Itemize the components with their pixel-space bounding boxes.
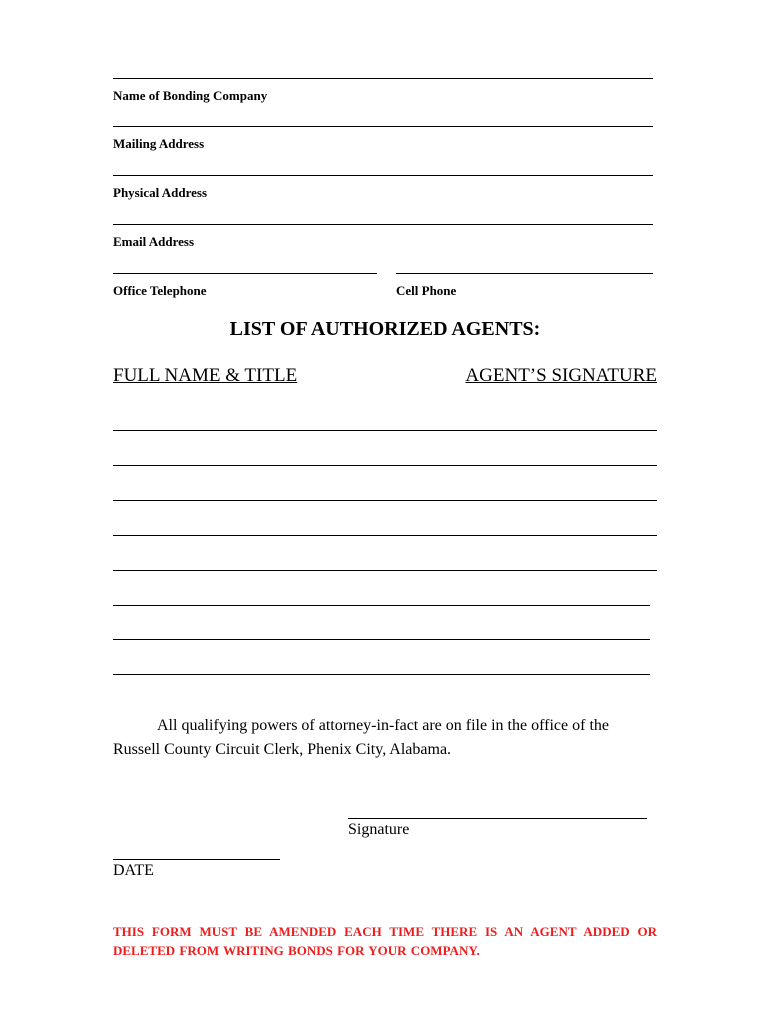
bonding-company-field[interactable] — [113, 78, 653, 103]
powers-of-attorney-statement: All qualifying powers of attorney-in-fact are on file in the office of the Russell County Circuit Clerk, Phenix City, Alabama. — [113, 717, 609, 758]
agent-entry-line[interactable] — [113, 465, 657, 466]
mailing-address-line[interactable] — [113, 126, 653, 127]
agent-entry-line[interactable] — [113, 674, 650, 675]
agent-entry-line[interactable] — [113, 430, 657, 431]
mailing-address-label: Mailing Address — [113, 136, 205, 151]
amendment-notice: THIS FORM MUST BE AMENDED EACH TIME THERE IS AN AGENT ADDED OR DELETED FROM WRITING BONDS FOR YOUR COMPANY. — [113, 924, 657, 958]
cell-phone-field[interactable] — [396, 273, 653, 298]
date-label: DATE — [113, 862, 154, 879]
agent-entry-line[interactable] — [113, 570, 657, 571]
cell-phone-line[interactable] — [396, 273, 653, 274]
agent-entry-line[interactable] — [113, 500, 657, 501]
mailing-address-field[interactable] — [113, 126, 653, 151]
office-telephone-label: Office Telephone — [113, 283, 207, 298]
cell-phone-label: Cell Phone — [396, 283, 457, 298]
bonding-company-line[interactable] — [113, 78, 653, 79]
physical-address-label: Physical Address — [113, 185, 208, 200]
agents-list-title: LIST OF AUTHORIZED AGENTS: — [229, 318, 541, 340]
bonding-company-label: Name of Bonding Company — [113, 88, 268, 103]
physical-address-field[interactable] — [113, 175, 653, 200]
email-address-label: Email Address — [113, 234, 195, 249]
physical-address-line[interactable] — [113, 175, 653, 176]
agent-signature-column-header: AGENT’S SIGNATURE — [465, 365, 657, 386]
email-address-line[interactable] — [113, 224, 653, 225]
agent-entry-line[interactable] — [113, 639, 650, 640]
full-name-column-header: FULL NAME & TITLE — [113, 365, 298, 386]
email-address-field[interactable] — [113, 224, 653, 249]
office-telephone-line[interactable] — [113, 273, 377, 274]
agent-entry-line[interactable] — [113, 605, 650, 606]
signature-label: Signature — [348, 821, 410, 838]
agent-entry-line[interactable] — [113, 535, 657, 536]
office-telephone-field[interactable] — [113, 273, 377, 298]
